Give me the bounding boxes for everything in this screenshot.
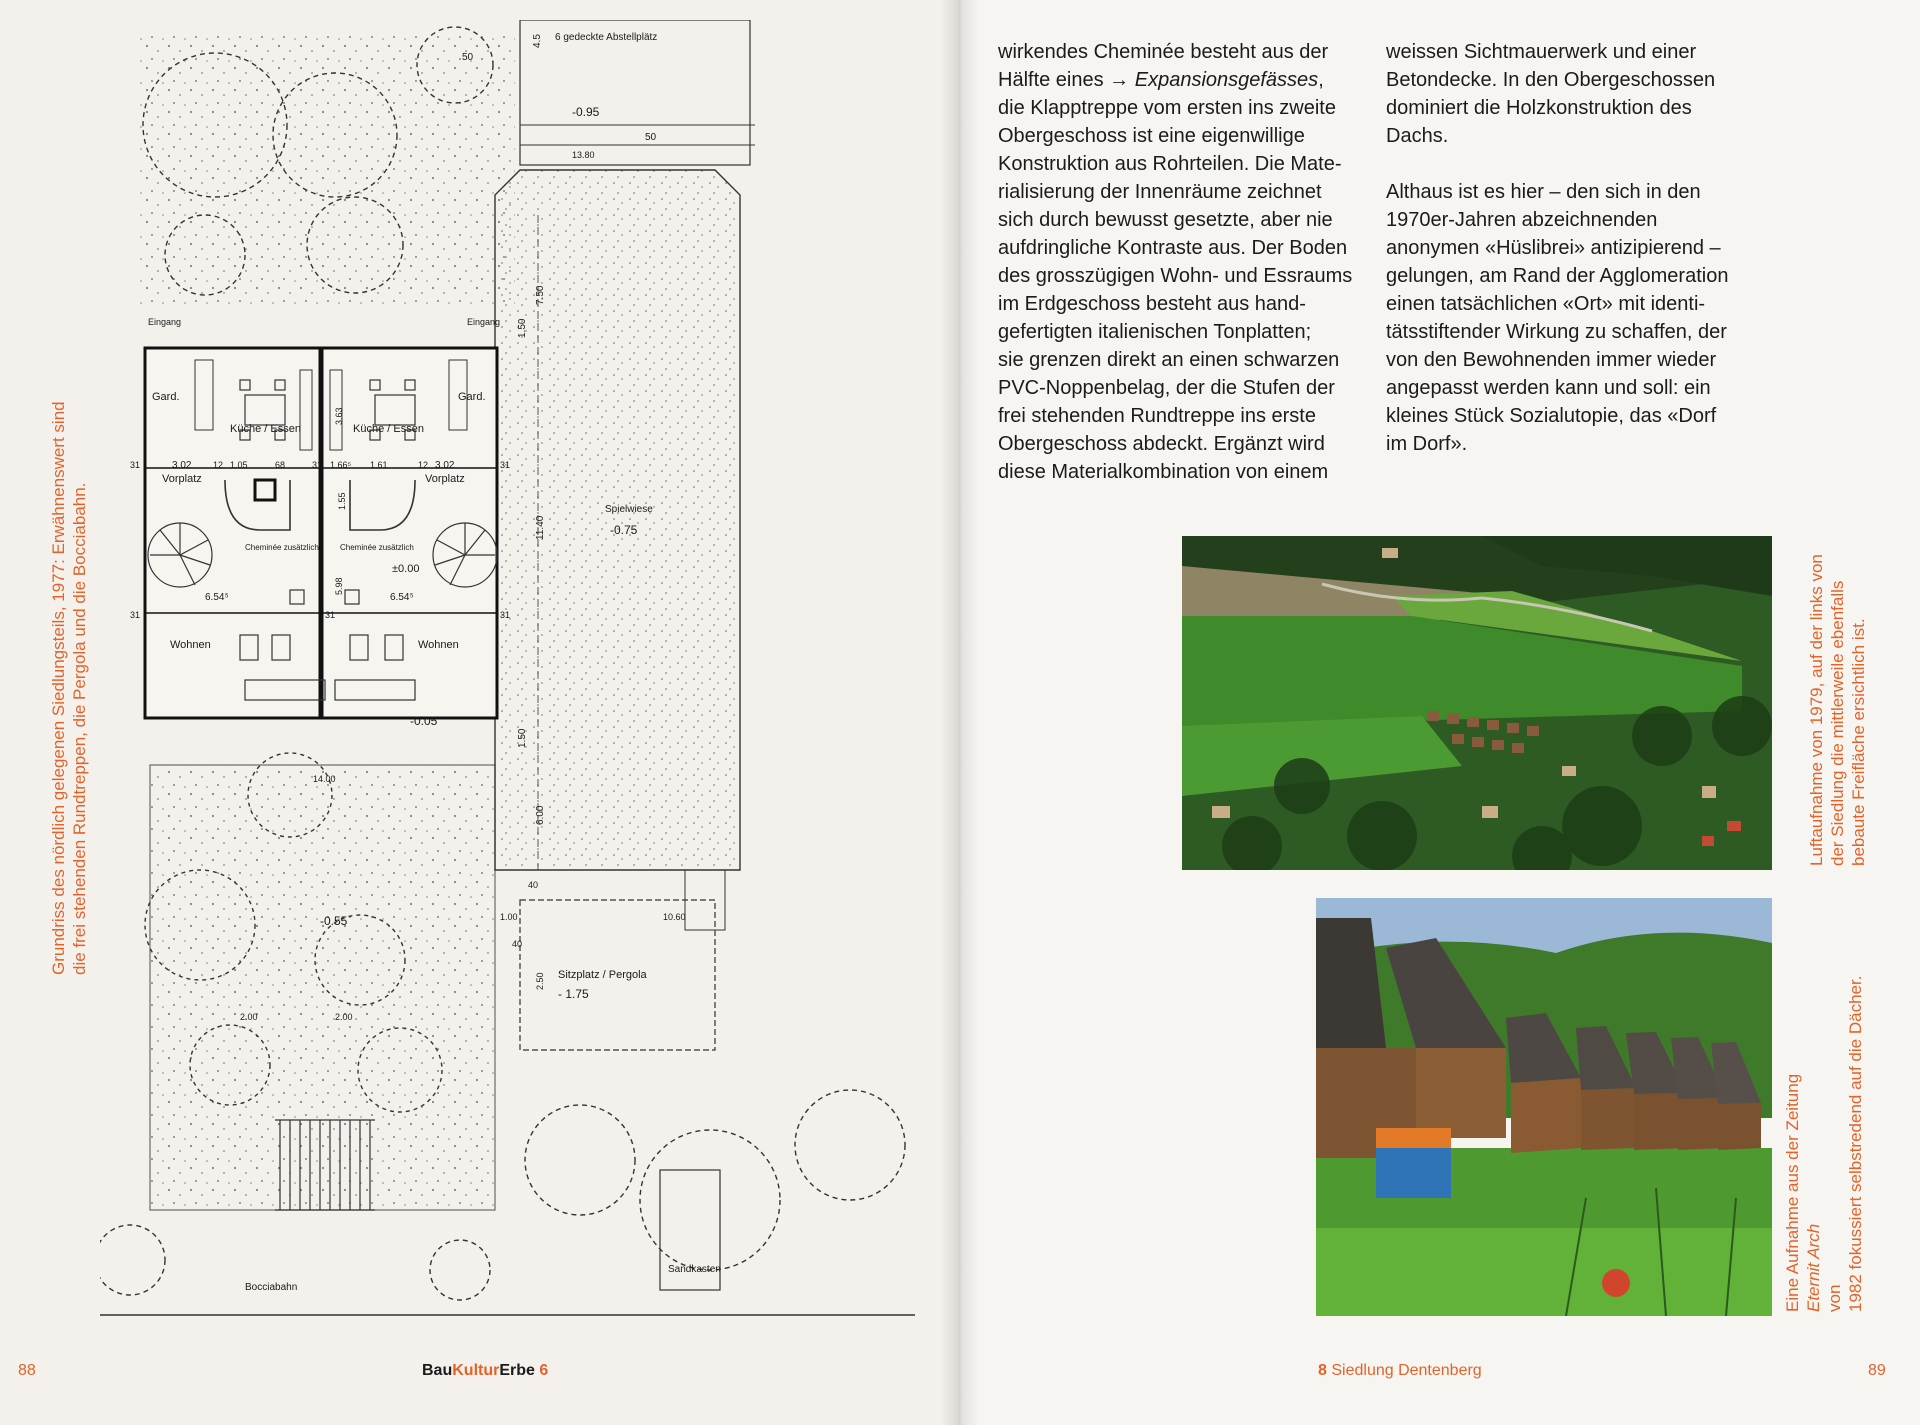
house-right [321, 348, 497, 718]
label-dim: 4.5 [532, 34, 543, 48]
roofs-photo-1982 [1316, 898, 1772, 1316]
text-line: im Erdgeschoss besteht aus hand- [998, 293, 1306, 315]
label-dim: 31 [130, 610, 141, 620]
chapter-number: 8 [1318, 1362, 1327, 1379]
label-sitzplatz: Sitzplatz / Pergola [558, 969, 647, 981]
label-level: -0.95 [572, 105, 600, 119]
label-dim: 1.61 [370, 460, 388, 470]
text-line: weissen Sichtmauerwerk und einer [1386, 41, 1697, 63]
label-level: -0.05 [410, 714, 438, 728]
text-line: Betondecke. In den Obergeschossen [1386, 69, 1716, 91]
text-line: 1970er-Jahren abzeichnenden [1386, 209, 1658, 231]
plan-caption-line: die frei stehenden Rundtreppen, die Pergola und die Bocciabahn. [70, 482, 89, 975]
paragraph [1386, 38, 1766, 150]
text-line: Dachs. [1386, 125, 1449, 147]
text-line: Hälfte eines → Expansionsgefässes, [998, 69, 1324, 91]
text-line: tätsstiftender Wirkung zu schaffen, der [1386, 321, 1727, 343]
text-line: Obergeschoss abdeckt. Ergänzt wird [998, 433, 1325, 455]
caption-line: Eine Aufnahme aus der Zeitung Eternit Arch von [1783, 1073, 1844, 1312]
plan-caption [48, 401, 90, 975]
label-stellplaetze: 6 gedeckte Abstellplätz [555, 32, 658, 43]
text-line: aufdringliche Kontraste aus. Der Boden [998, 237, 1348, 259]
upper-garden [140, 30, 515, 305]
label-dim: 50 [462, 52, 474, 63]
label-room: Vorplatz [425, 473, 465, 485]
label-dim: 3.63 [334, 407, 344, 425]
caption-line: 1982 fokussiert selbstredend auf die Dächer. [1846, 975, 1865, 1312]
label-level: -0.55 [320, 914, 348, 928]
label-room: Gard. [458, 391, 486, 403]
plan-caption-line: Grundriss des nördlich gelegenen Siedlungsteils, 1977: Erwähnenswert sind [49, 401, 68, 975]
text-column-1 [998, 38, 1378, 486]
label-room: Wohnen [170, 639, 211, 651]
label-dim: 40 [512, 939, 523, 949]
label-eingang: Eingang [148, 317, 182, 327]
brand-part: Bau [422, 1362, 453, 1379]
brand-part: Kultur [452, 1362, 500, 1379]
label-level: - 1.75 [558, 987, 589, 1001]
label-room: Küche / Essen [353, 423, 424, 435]
label-dim: 1.05 [230, 460, 248, 470]
paragraph [1386, 178, 1766, 458]
label-dim: 50 [645, 132, 657, 143]
brand-number: 6 [539, 1362, 549, 1379]
label-cheminee: Cheminée zusätzlich [245, 543, 319, 552]
text-line: Obergeschoss ist eine eigenwillige [998, 125, 1305, 147]
label-dim: 12 [418, 460, 429, 470]
label-dim: 31 [500, 460, 511, 470]
label-dim: 68 [275, 460, 286, 470]
label-room: Wohnen [418, 639, 459, 651]
label-dim: 2.00 [335, 1012, 353, 1022]
label-dim: 2.50 [535, 972, 545, 990]
label-dim: 12 [213, 460, 224, 470]
text-line: dominiert die Holzkonstruktion des [1386, 97, 1692, 119]
label-level: ±0.00 [392, 563, 420, 575]
aerial-photo-caption [1806, 554, 1869, 866]
text-line: gelungen, am Rand der Agglomeration [1386, 265, 1729, 287]
label-room: Vorplatz [162, 473, 202, 485]
label-dim: 6.54⁵ [205, 592, 229, 603]
text-line: Konstruktion aus Rohrteilen. Die Mate- [998, 153, 1342, 175]
text-line: kleines Stück Sozialutopie, das «Dorf [1386, 405, 1717, 427]
text-line: frei stehenden Rundtreppe ins erste [998, 405, 1316, 427]
label-dim: 31 [325, 610, 336, 620]
text-line: sich durch bewusst gesetzte, aber nie [998, 209, 1333, 231]
book-gutter [940, 0, 980, 1425]
label-dim: 31 [312, 460, 323, 470]
label-spielwiese: Spielwiese [605, 504, 653, 515]
cross-ref-arrow: → [1109, 69, 1130, 91]
caption-line: Luftaufnahme von 1979, auf der links von [1807, 554, 1826, 866]
text-line: von den Bewohnenden immer wieder [1386, 349, 1717, 371]
spielwiese-area [495, 170, 740, 870]
aerial-photo-1979 [1182, 536, 1772, 870]
label-dim: 7.50 [535, 285, 546, 305]
label-level: -0.75 [610, 523, 638, 537]
text-column-2 [1386, 38, 1766, 486]
label-dim: 1.50 [517, 728, 528, 748]
text-line: angepasst werden kann und soll: ein [1386, 377, 1711, 399]
text-line: sie grenzen direkt an einen schwarzen [998, 349, 1340, 371]
lower-garden [150, 765, 495, 1210]
label-dim: 31 [130, 460, 141, 470]
page-number-left: 88 [18, 1362, 36, 1379]
label-cheminee: Cheminée zusätzlich [340, 543, 414, 552]
label-dim: 1.00 [500, 912, 518, 922]
label-dim: 3.02 [172, 460, 192, 471]
label-dim: 1.55 [337, 492, 347, 510]
label-sandkasten: Sandkasten [668, 1264, 721, 1275]
label-room: Gard. [152, 391, 180, 403]
cross-ref-link[interactable]: Expansionsgefässes [1134, 69, 1319, 91]
label-dim: 40 [528, 880, 539, 890]
text-line: diese Materialkombination von einem [998, 461, 1329, 483]
text-line: rialisierung der Innenräume zeichnet [998, 181, 1322, 203]
floor-plan-drawing [100, 20, 920, 1320]
label-dim: 31 [500, 610, 511, 620]
label-eingang: Eingang [467, 317, 501, 327]
brand-part: Erbe [499, 1362, 535, 1379]
text-line: einen tatsächlichen «Ort» mit identi- [1386, 293, 1706, 315]
text-line: Althaus ist es hier – den sich in den [1386, 181, 1701, 203]
label-dim: 2.00 [240, 1012, 258, 1022]
label-dim: 14.00 [313, 774, 336, 784]
label-dim: 1.50 [517, 318, 528, 338]
chapter-title: Siedlung Dentenberg [1331, 1362, 1482, 1379]
label-dim: 13.80 [572, 150, 595, 160]
label-bocciabahn: Bocciabahn [245, 1282, 298, 1293]
chapter-heading [1318, 1362, 1482, 1380]
label-dim: 3.02 [435, 460, 455, 471]
label-room: Küche / Essen [230, 423, 301, 435]
label-dim: 6.00 [535, 805, 546, 825]
label-dim: 10.60 [663, 912, 686, 922]
caption-line: der Siedlung die mittlerweile ebenfalls [1828, 580, 1847, 866]
house-left [145, 348, 321, 718]
label-dim: 11.40 [535, 515, 546, 540]
text-line: des grosszügigen Wohn- und Essraums [998, 265, 1353, 287]
label-dim: 1.66⁵ [330, 460, 352, 470]
page-number-right: 89 [1868, 1362, 1886, 1379]
caption-line: bebaute Freifläche ersichtlich ist. [1849, 618, 1868, 866]
text-line: die Klapptreppe vom ersten ins zweite [998, 97, 1336, 119]
series-brand [422, 1362, 548, 1380]
text-line: PVC-Noppenbelag, der die Stufen der [998, 377, 1335, 399]
text-line: wirkendes Cheminée besteht aus der [998, 41, 1329, 63]
text-line: anonymen «Hüslibrei» antizipierend – [1386, 237, 1721, 259]
label-dim: 6.54⁵ [390, 592, 414, 603]
text-line: gefertigten italienischen Tonplatten; [998, 321, 1312, 343]
roofs-photo-caption [1782, 976, 1866, 1312]
text-line: im Dorf». [1386, 433, 1468, 455]
label-dim: 5.98 [334, 577, 344, 595]
